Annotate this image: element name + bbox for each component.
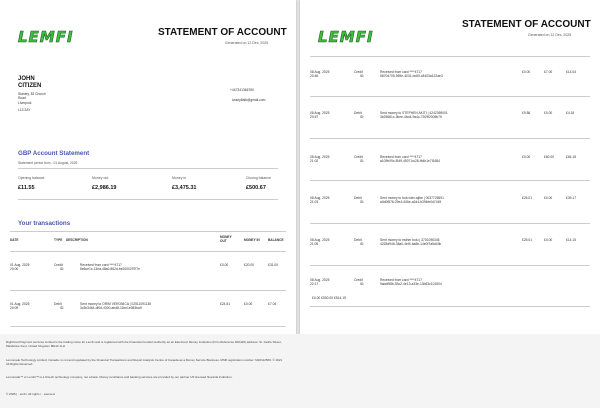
divider: [10, 231, 286, 232]
row-date: 08 Aug, 2025 21:03: [310, 196, 330, 205]
divider: [10, 290, 286, 291]
row-type: Credit ID:: [354, 70, 365, 79]
customer-phone: +447341366780: [230, 88, 254, 92]
row-money-in: £7.00: [544, 70, 553, 74]
lemfi-logo: LEMFI: [318, 28, 374, 46]
row-balance: £14.04: [566, 70, 577, 74]
row-description: Sent money to esther bolu | 3701096345 4228d946-38a0-4ef4-ba8b-14e0f7a5d43b: [380, 238, 442, 247]
row-summary-values: £0.00 £500.00 £514.15: [312, 296, 346, 300]
row-description: Sent money to ORIM VERONICA | 02511091136 3c3b3464-df0d-4300-abd8-11be1e083ba9: [80, 302, 152, 311]
column-header-money-out: MONEY OUT: [220, 235, 232, 243]
row-type: Debit ID:: [354, 111, 365, 120]
page-title: STATEMENT OF ACCOUNT: [158, 27, 287, 38]
column-header-description: DESCRIPTION: [66, 238, 88, 242]
divider: [10, 326, 286, 327]
row-money-out: £0.00: [220, 263, 229, 267]
footer-regulatory-text: RightCard Payment services Limited is the trading name for LemFi and is registered with the Financial Conduct Authority as an Electronic Money Institution (Firm Reference 900426) address: St. Faiths Street, Maidstone Kent, United Kingdom ME14 1LH: [6, 340, 282, 348]
statement-footer: [0, 334, 600, 408]
transactions-section-title: Your transactions: [18, 220, 71, 227]
row-money-in: £0.00: [544, 111, 553, 115]
divider: [310, 223, 590, 224]
row-balance: £14.15: [566, 238, 577, 242]
row-date: 08 Aug, 2025 22:17: [310, 278, 330, 287]
page-title: STATEMENT OF ACCOUNT: [462, 19, 591, 30]
opening-balance-label: Opening balance: [18, 176, 45, 180]
row-description: Sent money to STEPHEN AKITI | 4242369001 3b25681c-3bee-4bd4-9a4c-7209f2005b75: [380, 111, 448, 120]
row-money-out: £25.01: [522, 238, 533, 242]
row-type: Credit ID:: [354, 155, 365, 164]
money-in-label: Money in: [172, 176, 187, 180]
divider: [310, 180, 590, 181]
closing-balance-label: Closing balance: [246, 176, 271, 180]
statement-period: Statement period from - 01 August, 2025: [18, 161, 78, 165]
footer-canada-text: Lemonade Technology Limited, Canada, is not and regulated by the Financial Transactions and Report Analysis Centre of Canada as a Money Service Business. MSB registration number: M22112566. © 2021 All Rights Reserved.: [6, 358, 283, 366]
column-header-type: TYPE: [54, 238, 63, 242]
row-balance: £4.18: [566, 111, 575, 115]
row-balance: £7.04: [268, 302, 277, 306]
row-description: Received from card ****4717 8e6ce1c-13ea-48a0-862d-be2000297f7e: [80, 263, 140, 272]
divider: [18, 168, 278, 169]
row-date: 08 Aug, 2025 20:57: [310, 111, 330, 120]
row-date: 01 Aug, 2025 20:09: [10, 302, 30, 311]
divider: [10, 251, 286, 252]
row-date: 01 Aug, 2025 20:00: [10, 263, 30, 272]
generated-date: Generated on 12 Dec, 2025: [528, 33, 572, 37]
row-money-out: £24.51: [220, 302, 231, 306]
row-description: Received from card ****4717 9abdf58b-53c2-4e13-a33e-13b63c101504: [380, 278, 442, 287]
row-balance: £39.17: [566, 196, 577, 200]
row-money-out: £0.00: [522, 70, 531, 74]
column-header-date: DATE: [10, 238, 19, 242]
row-money-in: £60.00: [544, 155, 555, 159]
divider: [18, 199, 278, 200]
customer-email: louuty8aib@gmail.com: [232, 98, 266, 102]
row-date: 08 Aug, 2025 21:02: [310, 155, 330, 164]
row-money-out: £9.86: [522, 111, 531, 115]
row-description: Received from card ****4717 5870d705-969e-4031-bc80-c8403a122ae3: [380, 70, 443, 79]
row-description: Received from card ****4717 a109b09c-f549-4507-bc28-fb4b1e7f1684: [380, 155, 440, 164]
footer-partner-text: Lemonade™ or LemFi™ is a fintech technology company, not a bank. Money remittance and banking services are provided by our partner US licensed financial institution.: [6, 375, 233, 379]
lemfi-logo: LEMFI: [18, 28, 74, 46]
row-type: Debit ID:: [54, 302, 65, 311]
divider: [310, 306, 590, 307]
row-money-in: £0.00: [544, 196, 553, 200]
row-money-in: £0.00: [244, 302, 253, 306]
row-type: Debit ID:: [354, 238, 365, 247]
row-money-out: £25.01: [522, 196, 533, 200]
customer-address: Stanley, 83 Church Road Liverpool L13 2AY: [18, 92, 46, 113]
row-date: 08 Aug, 2025 20:46: [310, 70, 330, 79]
money-out-label: Money out: [92, 176, 109, 180]
divider: [310, 265, 590, 266]
divider: [310, 56, 590, 57]
account-section-title: GBP Account Statement: [18, 150, 90, 157]
row-money-in: £0.00: [544, 238, 553, 242]
row-type: Credit ID:: [354, 278, 365, 287]
row-type: Credit ID:: [54, 263, 65, 272]
money-out-value: £2,986.19: [92, 185, 117, 191]
row-date: 08 Aug, 2025 21:05: [310, 238, 330, 247]
footer-copyright: © 2025 | . emFi. All rights r . eserved.: [6, 392, 56, 396]
money-in-value: £3,475.31: [172, 185, 197, 191]
row-type: Debit ID:: [354, 196, 365, 205]
column-header-money-in: MONEY IN: [244, 238, 260, 242]
row-money-in: £20.00: [244, 263, 255, 267]
closing-balance-value: £500.67: [246, 185, 266, 191]
column-header-balance: BALANCE: [268, 238, 284, 242]
divider: [310, 96, 590, 97]
generated-date: Generated on 12 Dec, 2025: [225, 41, 269, 45]
row-description: Sent money to bolu fatn-ajibe | 0037725591 a0d0f876-29e4-406e-a2d4-b394fe0d7449: [380, 196, 444, 205]
customer-name: JOHN CITIZEN: [18, 76, 42, 89]
opening-balance-value: £11.55: [18, 185, 35, 191]
divider: [310, 138, 590, 139]
row-money-out: £0.00: [522, 155, 531, 159]
row-balance: £64.18: [566, 155, 577, 159]
row-balance: £31.00: [268, 263, 279, 267]
